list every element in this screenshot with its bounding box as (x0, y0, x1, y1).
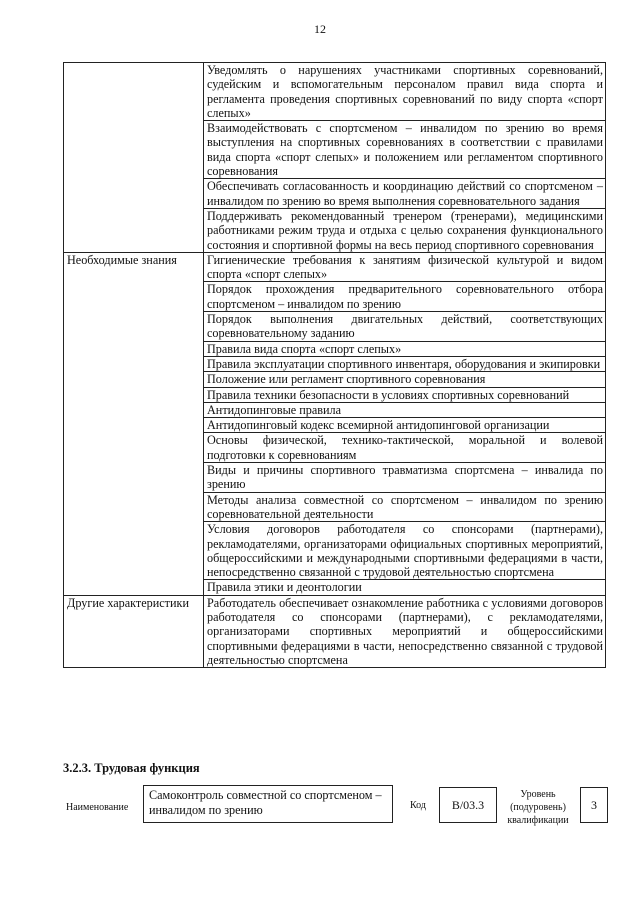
qualification-level-box: 3 (580, 787, 608, 823)
row-label: Другие характеристики (64, 595, 204, 667)
requirement-item: Правила этики и деонтологии (204, 580, 606, 595)
requirement-item: Поддерживать рекомендованный тренером (тренерами), медицинскими работниками режим труда и отдыха с целью сохранения функционального состояния и спортивной формы на весь период спортивного соревнования (204, 208, 606, 252)
code-label: Код (410, 800, 426, 811)
requirements-table (63, 62, 606, 668)
function-code-box: B/03.3 (439, 787, 497, 823)
requirement-item: Уведомлять о нарушениях участниками спортивных соревнований, судейским и вспомогательным персоналом правил вида спорта и регламента проведения спортивных соревнований по виду спорта «спорт слепых» (204, 63, 606, 121)
requirement-item: Методы анализа совместной со спортсменом – инвалидом по зрению соревновательной деятельности (204, 492, 606, 522)
requirement-item: Антидопинговый кодекс всемирной антидопинговой организации (204, 418, 606, 433)
requirement-item: Антидопинговые правила (204, 402, 606, 417)
requirement-item: Правила техники безопасности в условиях спортивных соревнований (204, 387, 606, 402)
requirement-item: Гигиенические требования к занятиям физической культурой и видом спорта «спорт слепых» (204, 252, 606, 282)
table-row (64, 595, 606, 667)
requirement-item: Работодатель обеспечивает ознакомление работника с условиями договоров работодателя со спонсорами (партнерами), с рекламодателями, организаторами спортивных мероприятий и общероссийскими спортивными федерациями в части, непосредственно связанной с трудовой деятельностью спортсмена (204, 595, 606, 667)
requirement-item: Правила вида спорта «спорт слепых» (204, 341, 606, 356)
requirement-item: Порядок прохождения предварительного соревновательного отбора спортсменом – инвалидом по зрению (204, 282, 606, 312)
requirement-item: Взаимодействовать с спортсменом – инвалидом по зрению во время выступления на спортивных соревнованиях в соответствии с правилами вида спорта «спорт слепых» и положением или регламентом спортивного соревнования (204, 121, 606, 179)
requirement-item: Условия договоров работодателя со спонсорами (партнерами), рекламодателями, организаторами официальных спортивных мероприятий, общероссийскими и международными спортивными федерациями в части, непосредственно связанной с трудовой деятельностью спортсмена (204, 522, 606, 580)
function-name-box: Самоконтроль совместной со спортсменом – инвалидом по зрению (143, 785, 393, 823)
requirement-item: Положение или регламент спортивного соревнования (204, 372, 606, 387)
requirement-item: Порядок выполнения двигательных действий, соответствующих соревновательному заданию (204, 312, 606, 342)
qualification-level-label: Уровень (подуровень) квалификации (507, 789, 569, 826)
requirement-item: Основы физической, технико-тактической, моральной и волевой подготовки к соревнованиям (204, 433, 606, 463)
table-row (64, 252, 606, 282)
requirement-item: Правила эксплуатации спортивного инвентаря, оборудования и экипировки (204, 356, 606, 371)
section-heading: 3.2.3. Трудовая функция (63, 761, 200, 775)
requirement-item: Обеспечивать согласованность и координацию действий со спортсменом – инвалидом по зрению во время выполнения соревновательного задания (204, 179, 606, 209)
requirement-item: Виды и причины спортивного травматизма спортсмена – инвалида по зрению (204, 463, 606, 493)
row-label (64, 63, 204, 253)
name-label: Наименование (66, 802, 129, 813)
table-row (64, 63, 606, 121)
page-number: 12 (314, 22, 326, 36)
row-label: Необходимые знания (64, 252, 204, 595)
requirements-table-body (64, 63, 606, 668)
